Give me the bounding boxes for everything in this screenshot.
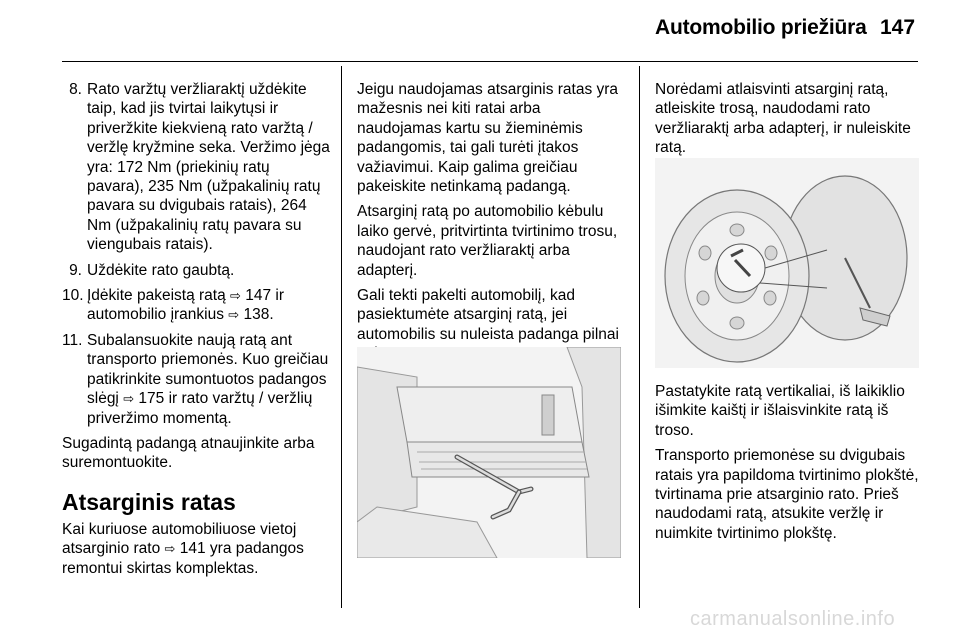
paragraph: Pastatykite ratą vertikaliai, iš laikiklio išimkite kaištį ir išlaisvinkite ratą iš troso. — [655, 383, 905, 439]
page-ref-arrow-icon[interactable]: ⇨ — [230, 288, 241, 304]
page-header-title: Automobilio priežiūra — [655, 16, 867, 39]
watermark-text: carmanualsonline.info — [690, 608, 896, 630]
paragraph: Sugadintą padangą atnaujinkite arba suremontuokite. — [62, 434, 315, 472]
spare-wheel-illustration — [655, 158, 919, 368]
section-title: Atsarginis ratas — [62, 488, 236, 515]
list-text: Įdėkite pakeistą ratą — [87, 287, 231, 305]
header-divider — [62, 61, 918, 62]
page-number: 147 — [880, 16, 916, 39]
list-item — [62, 286, 330, 325]
column-3 — [655, 80, 923, 164]
list-item — [62, 80, 330, 255]
spare-wheel-icon — [655, 158, 919, 368]
list-text: Uždėkite rato gaubtą. — [87, 261, 235, 279]
paragraph: Transporto priemonėse su dvigubais ratais yra papildoma tvirtinimo plokštė, tvirtinama prie atsarginio rato. Prieš naudodami ratą, atsukite veržlę ir nuimkite tvirtinimo plokštę. — [655, 447, 919, 542]
list-number: 10. — [62, 287, 84, 305]
paragraph: Gali tekti pakelti automobilį, kad pasiektumėte atsarginį ratą, jei automobilis su nuleista padanga pilnai — [357, 287, 619, 343]
wrench-under-body-icon — [357, 347, 621, 558]
list-text: 175 ir rato varžtų / veržlių priveržimo momentą. — [87, 390, 313, 427]
spare-wheel-wrench-illustration — [357, 347, 621, 558]
list-number: 8. — [69, 81, 82, 98]
list-item — [62, 331, 330, 428]
list-text: 138. — [239, 306, 274, 324]
column-divider-2 — [639, 66, 640, 608]
list-item — [62, 261, 330, 280]
paragraph: Norėdami atlaisvinti atsarginį ratą, atleiskite trosą, naudodami rato veržliaraktį arba adapterį, ir nuleiskite ratą. — [655, 81, 911, 157]
list-text: 147 ir automobilio įrankius — [87, 287, 285, 324]
paragraph: Atsarginį ratą po automobilio kėbulu laiko gervė, pritvirtinta tvirtinimo trosu, naudojant rato veržliaraktį arba adapterį. — [357, 203, 618, 279]
paragraph: Jeigu naudojamas atsarginis ratas yra mažesnis nei kiti ratai arba naudojamas kartu su žieminėmis padangomis, tai gali turėti įtakos važiavimui. Kaip galima greičiau pakeiskite netinkamą padangą. — [357, 81, 619, 196]
list-text: Subalansuokite naują ratą ant transporto priemonės. Kuo greičiau patikrinkite sumontuotos padangos slėgį — [87, 331, 329, 408]
paragraph: Kai kuriuose automobiliuose vietoj atsarginio rato ⇨ 141 yra padangos remontui skirtas komplektas. — [62, 520, 304, 577]
column-3-lower — [655, 382, 923, 549]
page-ref-arrow-icon[interactable]: ⇨ — [164, 541, 176, 557]
column-divider-1 — [341, 66, 342, 608]
page-ref-arrow-icon[interactable]: ⇨ — [228, 307, 240, 323]
list-text: Rato varžtų veržliaraktį uždėkite taip, kad jis tvirtai laikytųsi ir priveržkite kiekvieną rato varžtą / veržlę kryžmine seka. Veržimo jėga yra: 172 Nm (priekinių ratų pavara), 235 Nm (užpakalinių ratų pavara su dvigubais ratais), 264 Nm (užpakalinių ratų pavara su viengubais ratais). — [87, 81, 330, 254]
list-number: 11. — [62, 331, 83, 349]
page-ref-arrow-icon[interactable]: ⇨ — [123, 391, 135, 407]
list-number: 9. — [69, 261, 82, 279]
column-2 — [357, 80, 625, 370]
column-1 — [62, 80, 330, 584]
